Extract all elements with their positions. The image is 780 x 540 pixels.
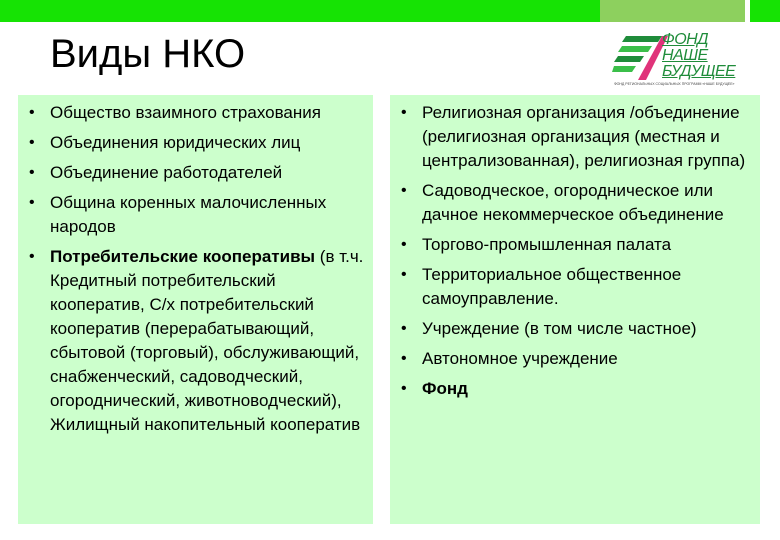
left-content-panel xyxy=(18,95,373,524)
slide-title: Виды НКО xyxy=(50,32,246,76)
list-item-text: Садоводческое, огородническое или дачное некоммерческое объединение xyxy=(422,181,724,224)
list-item xyxy=(18,131,373,155)
bullet-icon: • xyxy=(29,134,35,151)
top-bar-segment-end xyxy=(750,0,780,22)
list-item xyxy=(390,317,756,341)
list-item xyxy=(18,191,373,239)
list-item-text: (в т.ч. Кредитный потребительский кооператив, С/х потребительский кооператив (перерабатывающий, сбытовой (торговый), обслуживающий, снабженческий, садоводческий, огороднический, животноводческий), Жилищный накопительный кооператив xyxy=(50,247,364,434)
right-content-panel xyxy=(390,95,760,524)
list-item-text: Объединения юридических лиц xyxy=(50,133,301,152)
logo-line-3: БУДУЩЕЕ xyxy=(662,63,736,80)
list-item-bold-text: Потребительские кооперативы xyxy=(50,247,316,266)
logo-line-2: НАШЕ xyxy=(662,47,708,64)
bullet-icon: • xyxy=(29,248,35,265)
list-item-text: Религиозная организация /объединение (религиозная организация (местная и централизованная), религиозная группа) xyxy=(422,103,746,170)
bullet-icon: • xyxy=(29,194,35,211)
list-item-text: Община коренных малочисленных народов xyxy=(50,193,327,236)
bullet-icon: • xyxy=(401,380,407,397)
right-item-list xyxy=(390,101,756,407)
list-item-text: Объединение работодателей xyxy=(50,163,283,182)
bullet-icon: • xyxy=(29,104,35,121)
bullet-icon: • xyxy=(29,164,35,181)
list-item-text: Общество взаимного страхования xyxy=(50,103,321,122)
list-item xyxy=(18,245,373,437)
list-item xyxy=(18,101,373,125)
bullet-icon: • xyxy=(401,350,407,367)
list-item-text: Автономное учреждение xyxy=(422,349,618,368)
top-bar-segment-light xyxy=(600,0,745,22)
list-item xyxy=(390,233,756,257)
top-accent-bar xyxy=(0,0,780,22)
list-item xyxy=(390,101,756,173)
list-item-bold-text: Фонд xyxy=(422,379,468,398)
left-item-list xyxy=(18,101,373,443)
bullet-icon: • xyxy=(401,320,407,337)
list-item xyxy=(390,179,756,227)
fund-logo xyxy=(612,30,752,90)
list-item xyxy=(18,161,373,185)
list-item-text: Учреждение (в том числе частное) xyxy=(422,319,697,338)
list-item-text: Торгово-промышленная палата xyxy=(422,235,672,254)
bullet-icon: • xyxy=(401,104,407,121)
logo-line-1: ФОНД xyxy=(662,31,708,48)
list-item xyxy=(390,377,756,401)
top-bar-segment-main xyxy=(0,0,600,22)
list-item xyxy=(390,347,756,371)
list-item-text: Территориальное общественное самоуправление. xyxy=(422,265,682,308)
bullet-icon: • xyxy=(401,266,407,283)
bullet-icon: • xyxy=(401,236,407,253)
list-item xyxy=(390,263,756,311)
bullet-icon: • xyxy=(401,182,407,199)
logo-tagline: ФОНД РЕГИОНАЛЬНЫХ СОЦИАЛЬНЫХ ПРОГРАММ «НАШЕ БУДУЩЕЕ» xyxy=(614,82,735,86)
